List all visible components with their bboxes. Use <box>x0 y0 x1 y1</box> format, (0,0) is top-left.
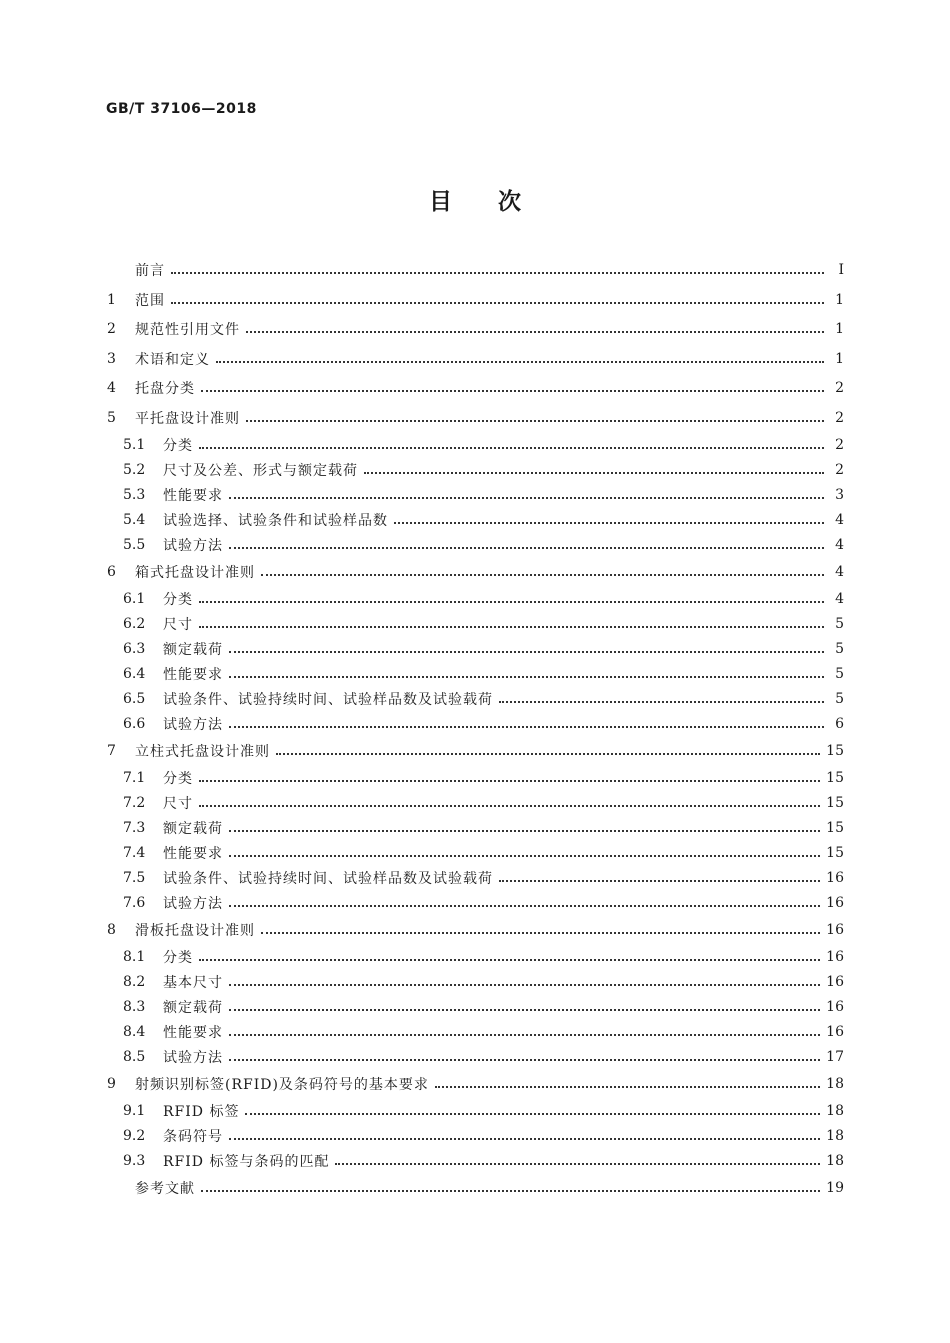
toc-leader-dots <box>229 855 820 857</box>
toc-entry-label: 范围 <box>135 292 165 309</box>
toc-entry-page: 1 <box>835 321 844 337</box>
toc-leader-dots <box>199 780 820 782</box>
toc-entry-number: 8.4 <box>123 1023 146 1040</box>
toc-entry-label: 射频识别标签(RFID)及条码符号的基本要求 <box>135 1076 429 1093</box>
toc-entry-label: 箱式托盘设计准则 <box>135 564 255 581</box>
toc-entry-page: 16 <box>826 894 844 911</box>
page-title: 目 次 <box>429 189 521 215</box>
toc-entry[interactable] <box>107 918 844 942</box>
standard-code: GB/T 37106—2018 <box>106 101 257 117</box>
toc-entry-label: 前言 <box>135 263 165 279</box>
toc-leader-dots <box>229 1034 820 1036</box>
toc-entry-number: 8.1 <box>123 948 146 965</box>
toc-entry-label: 基本尺寸 <box>163 974 223 991</box>
toc-entry-number: 7.5 <box>123 869 146 886</box>
toc-entry-number: 7.4 <box>123 844 146 861</box>
toc-entry-page: 17 <box>826 1048 844 1065</box>
toc-entry-page: 3 <box>835 486 844 503</box>
toc-entry-number: 5.3 <box>123 486 146 503</box>
toc-entry-page: 16 <box>826 998 844 1015</box>
toc-entry[interactable] <box>123 483 844 507</box>
toc-entry[interactable] <box>123 637 844 661</box>
toc-leader-dots <box>199 601 824 603</box>
toc-entry-page: 18 <box>826 1127 844 1144</box>
toc-entry-page: 15 <box>826 844 844 861</box>
toc-entry[interactable] <box>107 1176 844 1200</box>
toc-entry-label: 试验方法 <box>163 537 223 554</box>
toc-entry-label: 试验方法 <box>163 716 223 733</box>
toc-entry-page: 2 <box>835 380 844 396</box>
toc-leader-dots <box>246 420 824 422</box>
toc-leader-dots <box>229 905 820 907</box>
toc-entry-number: 5.5 <box>123 536 146 553</box>
toc-entry[interactable] <box>107 347 844 371</box>
toc-entry[interactable] <box>107 406 844 430</box>
toc-leader-dots <box>229 830 820 832</box>
toc-entry[interactable] <box>107 317 844 341</box>
toc-entry-label: 立柱式托盘设计准则 <box>135 743 270 760</box>
toc-entry[interactable] <box>123 891 844 915</box>
toc-leader-dots <box>201 390 824 392</box>
toc-entry-label: 平托盘设计准则 <box>135 410 240 427</box>
toc-entry-label: 规范性引用文件 <box>135 322 240 338</box>
toc-entry-number: 9.1 <box>123 1102 146 1119</box>
toc-entry[interactable] <box>123 1149 844 1173</box>
toc-entry-page: 16 <box>826 948 844 965</box>
toc-leader-dots <box>364 472 824 474</box>
toc-entry[interactable] <box>123 1124 844 1148</box>
toc-entry[interactable] <box>107 739 844 763</box>
toc-entry[interactable] <box>123 587 844 611</box>
toc-entry[interactable] <box>107 258 844 282</box>
toc-entry-page: 5 <box>835 665 844 682</box>
toc-entry[interactable] <box>123 970 844 994</box>
toc-entry[interactable] <box>123 662 844 686</box>
toc-leader-dots <box>229 651 824 653</box>
toc-leader-dots <box>229 1059 820 1061</box>
toc-entry[interactable] <box>123 866 844 890</box>
toc-entry-label: 术语和定义 <box>135 351 210 368</box>
toc-leader-dots <box>394 522 824 524</box>
toc-entry-label: RFID 标签与条码的匹配 <box>163 1153 330 1170</box>
toc-entry-page: 4 <box>835 590 844 607</box>
toc-entry-number: 8 <box>107 921 116 938</box>
toc-entry-number: 3 <box>107 350 116 367</box>
toc-leader-dots <box>245 1113 820 1115</box>
toc-entry[interactable] <box>107 376 844 400</box>
toc-entry-page: Ⅰ <box>838 262 844 278</box>
toc-entry-label: 托盘分类 <box>135 381 195 397</box>
toc-entry-number: 7.1 <box>123 769 146 786</box>
toc-entry-number: 8.2 <box>123 973 146 990</box>
toc-leader-dots <box>229 547 824 549</box>
toc-entry-label: 分类 <box>163 437 193 454</box>
toc-entry-label: 尺寸及公差、形式与额定载荷 <box>163 462 358 479</box>
toc-entry-label: 性能要求 <box>163 1024 223 1041</box>
toc-entry-label: 额定载荷 <box>163 820 223 837</box>
toc-entry-page: 4 <box>835 536 844 553</box>
toc-leader-dots <box>246 331 824 333</box>
toc-leader-dots <box>229 1009 820 1011</box>
toc-leader-dots <box>499 880 820 882</box>
toc-leader-dots <box>229 726 824 728</box>
toc-entry-label: 试验条件、试验持续时间、试验样品数及试验载荷 <box>163 691 493 708</box>
toc-leader-dots <box>229 497 824 499</box>
toc-entry-page: 18 <box>826 1102 844 1119</box>
toc-entry-page: 16 <box>826 869 844 886</box>
toc-entry-page: 1 <box>835 291 844 308</box>
toc-leader-dots <box>229 1138 820 1140</box>
toc-entry-label: RFID 标签 <box>163 1103 240 1120</box>
toc-entry-page: 5 <box>835 615 844 632</box>
toc-entry-page: 6 <box>835 715 844 732</box>
toc-entry-number: 6.5 <box>123 690 146 707</box>
toc-entry[interactable] <box>123 766 844 790</box>
toc-entry[interactable] <box>123 687 844 711</box>
toc-entry-number: 7 <box>107 742 116 759</box>
toc-entry-page: 4 <box>835 563 844 580</box>
toc-entry[interactable] <box>123 712 844 736</box>
toc-entry-number: 4 <box>107 380 116 396</box>
toc-leader-dots <box>435 1086 820 1088</box>
toc-entry[interactable] <box>123 612 844 636</box>
toc-leader-dots <box>261 574 824 576</box>
toc-leader-dots <box>261 932 820 934</box>
toc-leader-dots <box>171 302 824 304</box>
toc-leader-dots <box>335 1163 820 1165</box>
toc-entry[interactable] <box>123 1099 844 1123</box>
toc-leader-dots <box>201 1190 820 1192</box>
toc-entry-number: 6.6 <box>123 715 146 732</box>
toc-entry-page: 5 <box>835 640 844 657</box>
toc-entry[interactable] <box>123 1020 844 1044</box>
toc-entry[interactable] <box>123 433 844 457</box>
toc-entry-label: 条码符号 <box>163 1128 223 1145</box>
toc-entry[interactable] <box>123 841 844 865</box>
toc-entry-number: 6.1 <box>123 590 146 607</box>
toc-entry-number: 6.2 <box>123 615 146 632</box>
toc-leader-dots <box>171 272 824 274</box>
toc-entry-number: 6 <box>107 563 116 580</box>
toc-leader-dots <box>229 984 820 986</box>
toc-entry-number: 6.4 <box>123 665 146 682</box>
toc-entry-page: 2 <box>835 436 844 453</box>
toc-entry-page: 4 <box>835 511 844 528</box>
toc-entry-page: 16 <box>826 973 844 990</box>
toc-entry-page: 1 <box>835 350 844 367</box>
toc-entry-page: 5 <box>835 690 844 707</box>
toc-entry-label: 试验条件、试验持续时间、试验样品数及试验载荷 <box>163 870 493 887</box>
toc-entry-page: 2 <box>835 461 844 478</box>
toc-entry-page: 19 <box>826 1179 844 1196</box>
toc-entry-page: 16 <box>826 921 844 938</box>
toc-leader-dots <box>199 959 820 961</box>
toc-entry-number: 7.6 <box>123 894 146 911</box>
toc-entry-page: 15 <box>826 769 844 786</box>
toc-entry-number: 9 <box>107 1075 116 1092</box>
toc-entry-page: 2 <box>835 409 844 426</box>
toc-entry-page: 16 <box>826 1023 844 1040</box>
toc-entry-label: 参考文献 <box>135 1180 195 1197</box>
toc-leader-dots <box>276 753 820 755</box>
toc-entry-number: 8.3 <box>123 998 146 1015</box>
toc-entry[interactable] <box>107 560 844 584</box>
toc-entry[interactable] <box>123 508 844 532</box>
toc-entry-label: 尺寸 <box>163 795 193 812</box>
toc-entry-number: 2 <box>107 321 116 337</box>
toc-entry[interactable] <box>107 1072 844 1096</box>
toc-entry[interactable] <box>123 1045 844 1069</box>
toc-entry-label: 性能要求 <box>163 845 223 862</box>
toc-entry-label: 分类 <box>163 770 193 787</box>
toc-entry-number: 7.3 <box>123 819 146 836</box>
toc-leader-dots <box>199 805 820 807</box>
toc-entry-page: 15 <box>826 819 844 836</box>
toc-entry-number: 9.3 <box>123 1152 146 1169</box>
toc-entry-number: 7.2 <box>123 794 146 811</box>
toc-entry-number: 8.5 <box>123 1048 146 1065</box>
toc-leader-dots <box>499 701 824 703</box>
toc-entry-page: 15 <box>826 794 844 811</box>
toc-entry-label: 试验方法 <box>163 895 223 912</box>
toc-leader-dots <box>229 676 824 678</box>
toc-entry-label: 性能要求 <box>163 666 223 683</box>
toc-entry[interactable] <box>123 816 844 840</box>
toc-entry-label: 额定载荷 <box>163 999 223 1016</box>
toc-leader-dots <box>199 626 824 628</box>
toc-entry-number: 5 <box>107 409 116 426</box>
toc-entry-number: 9.2 <box>123 1127 146 1144</box>
toc-entry-label: 试验选择、试验条件和试验样品数 <box>163 512 388 529</box>
toc-entry-number: 1 <box>107 291 116 308</box>
toc-entry-label: 性能要求 <box>163 487 223 504</box>
toc-entry-label: 滑板托盘设计准则 <box>135 922 255 939</box>
toc-entry[interactable] <box>123 995 844 1019</box>
toc-entry-number: 5.4 <box>123 511 146 528</box>
toc-entry-number: 5.2 <box>123 461 146 478</box>
toc-entry[interactable] <box>107 288 844 312</box>
toc-entry-label: 分类 <box>163 949 193 966</box>
toc-entry[interactable] <box>123 533 844 557</box>
toc-entry-label: 分类 <box>163 591 193 608</box>
toc-entry[interactable] <box>123 945 844 969</box>
toc-leader-dots <box>216 361 824 363</box>
toc-leader-dots <box>199 447 824 449</box>
toc-entry[interactable] <box>123 458 844 482</box>
toc-entry-page: 15 <box>826 742 844 759</box>
toc-entry[interactable] <box>123 791 844 815</box>
toc-entry-number: 6.3 <box>123 640 146 657</box>
toc-entry-label: 尺寸 <box>163 616 193 633</box>
toc-entry-number: 5.1 <box>123 436 146 453</box>
toc-entry-page: 18 <box>826 1075 844 1092</box>
toc-entry-label: 额定载荷 <box>163 641 223 658</box>
toc-entry-page: 18 <box>826 1152 844 1169</box>
toc-entry-label: 试验方法 <box>163 1049 223 1066</box>
